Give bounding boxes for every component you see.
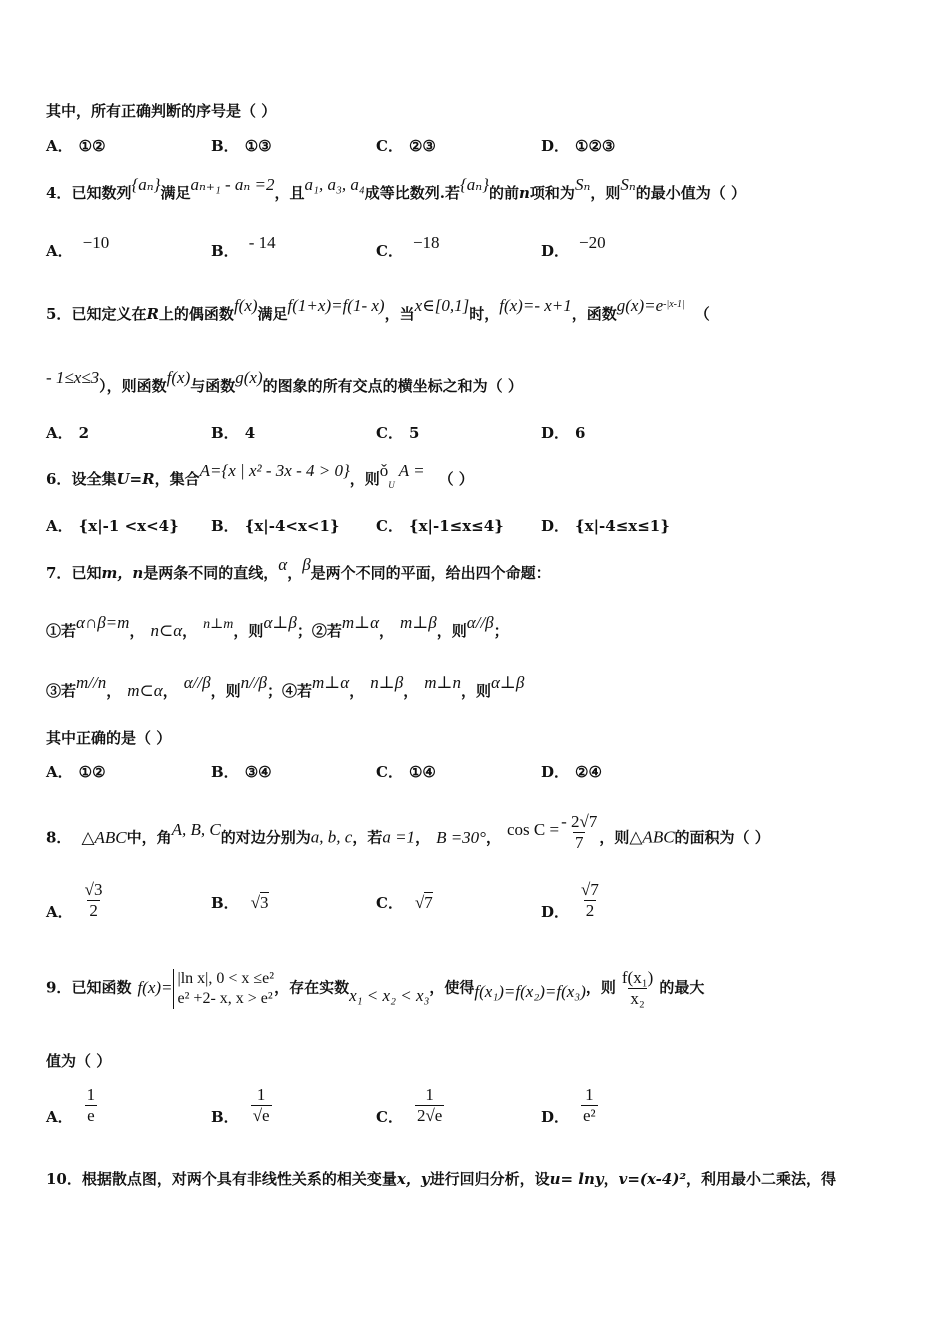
q7-option-a[interactable]: A． ①② (46, 763, 106, 781)
q8-option-d[interactable]: D． $\frac{√7}{2}$ (541, 880, 599, 921)
q9-option-d[interactable]: D． $\frac{1}{\text{e²}}$ (541, 1085, 596, 1126)
question-7-ask: 其中正确的是（ ） (46, 729, 172, 747)
q8-option-a[interactable]: A． $\frac{√3}{2}$ (46, 880, 103, 921)
question-5-line-2: - 1≤x≤3），则函数f(x)与函数g(x)的图象的所有交点的横坐标之和为（ ） (46, 368, 523, 395)
question-10: 10．根据散点图，对两个具有非线性关系的相关变量x，y进行回归分析，设u= lny，v=(x-4)²，利用最小二乘法，得 (46, 1170, 837, 1188)
q5-option-d[interactable]: D． 6 (541, 424, 586, 442)
q7-option-c[interactable]: C． ①④ (376, 763, 436, 781)
q8-option-b[interactable]: B． √3 (211, 893, 269, 912)
q3-option-d[interactable]: D． ①②③ (541, 137, 616, 155)
intro-line: 其中，所有正确判断的序号是（ ） (46, 102, 277, 120)
q9-options (46, 1085, 686, 1145)
q8-options (46, 880, 686, 940)
q5-option-b[interactable]: B． 4 (211, 424, 256, 442)
cos-c-fraction: $\frac{- 2√7}{7}$ (561, 812, 598, 852)
q4-option-a[interactable]: A． −10 (46, 233, 110, 260)
question-8: 8． △ABC中，角A, B, C的对边分别为a, b, c，若a =1， B =30°， cos C = $\frac{- 2√7}{7}$ ，则△ABC的面积为（ ） (46, 812, 770, 852)
q3-option-c[interactable]: C． ②③ (376, 137, 436, 155)
q9-option-a[interactable]: A． $\frac{1}{e}$ (46, 1085, 96, 1126)
q4-option-d[interactable]: D． −20 (541, 233, 606, 260)
question-6: 6．设全集U=R，集合A={x | x² - 3x - 4 > 0}，则$ǒ_UA$ = （ ） (46, 461, 474, 490)
q9-option-c[interactable]: C． $\frac{1}{2√e}$ (376, 1085, 443, 1126)
proposition-3-4: ③若m//n， m⊂α， α//β，则n//β；④若m⊥α， n⊥β， m⊥n，则α⊥β (46, 673, 525, 700)
question-4: 4．已知数列{aₙ}满足aₙ₊₁ - aₙ =2，且a₁, a₃, a₄成等比数列.若{aₙ}的前n项和为Sₙ，则Sₙ的最小值为（ ） (46, 175, 746, 202)
question-9: 9．已知函数 f(x)= |ln x|, 0 < x ≤e² e² +2- x, x > e² ，存在实数x₁ < x₂ < x₃，使得f(x₁)=f(x₂)=f(x₃)，则 $\frac{\text{f(x₁)}}{\text{x₂}}$ 的最大 (46, 968, 705, 1008)
q9-option-b[interactable]: B． $\frac{1}{√e}$ (211, 1085, 270, 1126)
proposition-1-2: ①若α∩β=m， n⊂α， n⊥m，则α⊥β；②若m⊥α， m⊥β，则α//β； (46, 613, 509, 640)
q4-option-b[interactable]: B． - 14 (211, 233, 276, 260)
q6-option-b[interactable]: B． {x|-4<x<1} (211, 517, 340, 535)
question-9-cont: 值为（ ） (46, 1052, 112, 1070)
q7-option-d[interactable]: D． ②④ (541, 763, 602, 781)
q5-option-c[interactable]: C． 5 (376, 424, 420, 442)
q7-option-b[interactable]: B． ③④ (211, 763, 272, 781)
q3-option-a[interactable]: A． ①② (46, 137, 106, 155)
q4-option-c[interactable]: C． −18 (376, 233, 440, 260)
question-5-line-1: 5．已知定义在R上的偶函数f(x)满足f(1+x)=f(1- x)，当x∈[0,1]时，f(x)=- x+1，函数$g(x)=e^{-|x-1|}$（ (46, 296, 710, 323)
question-7: 7．已知m，n是两条不同的直线，α，β是两个不同的平面，给出四个命题： (46, 555, 551, 582)
q6-option-c[interactable]: C． {x|-1≤x≤4} (376, 517, 504, 535)
q6-option-d[interactable]: D． {x|-4≤x≤1} (541, 517, 670, 535)
q3-option-b[interactable]: B． ①③ (211, 137, 272, 155)
q8-option-c[interactable]: C． √7 (376, 893, 433, 912)
q5-option-a[interactable]: A． 2 (46, 424, 90, 442)
q6-option-a[interactable]: A． {x|-1 <x<4} (46, 517, 179, 535)
piecewise-brace: |ln x|, 0 < x ≤e² e² +2- x, x > e² (173, 969, 275, 1009)
